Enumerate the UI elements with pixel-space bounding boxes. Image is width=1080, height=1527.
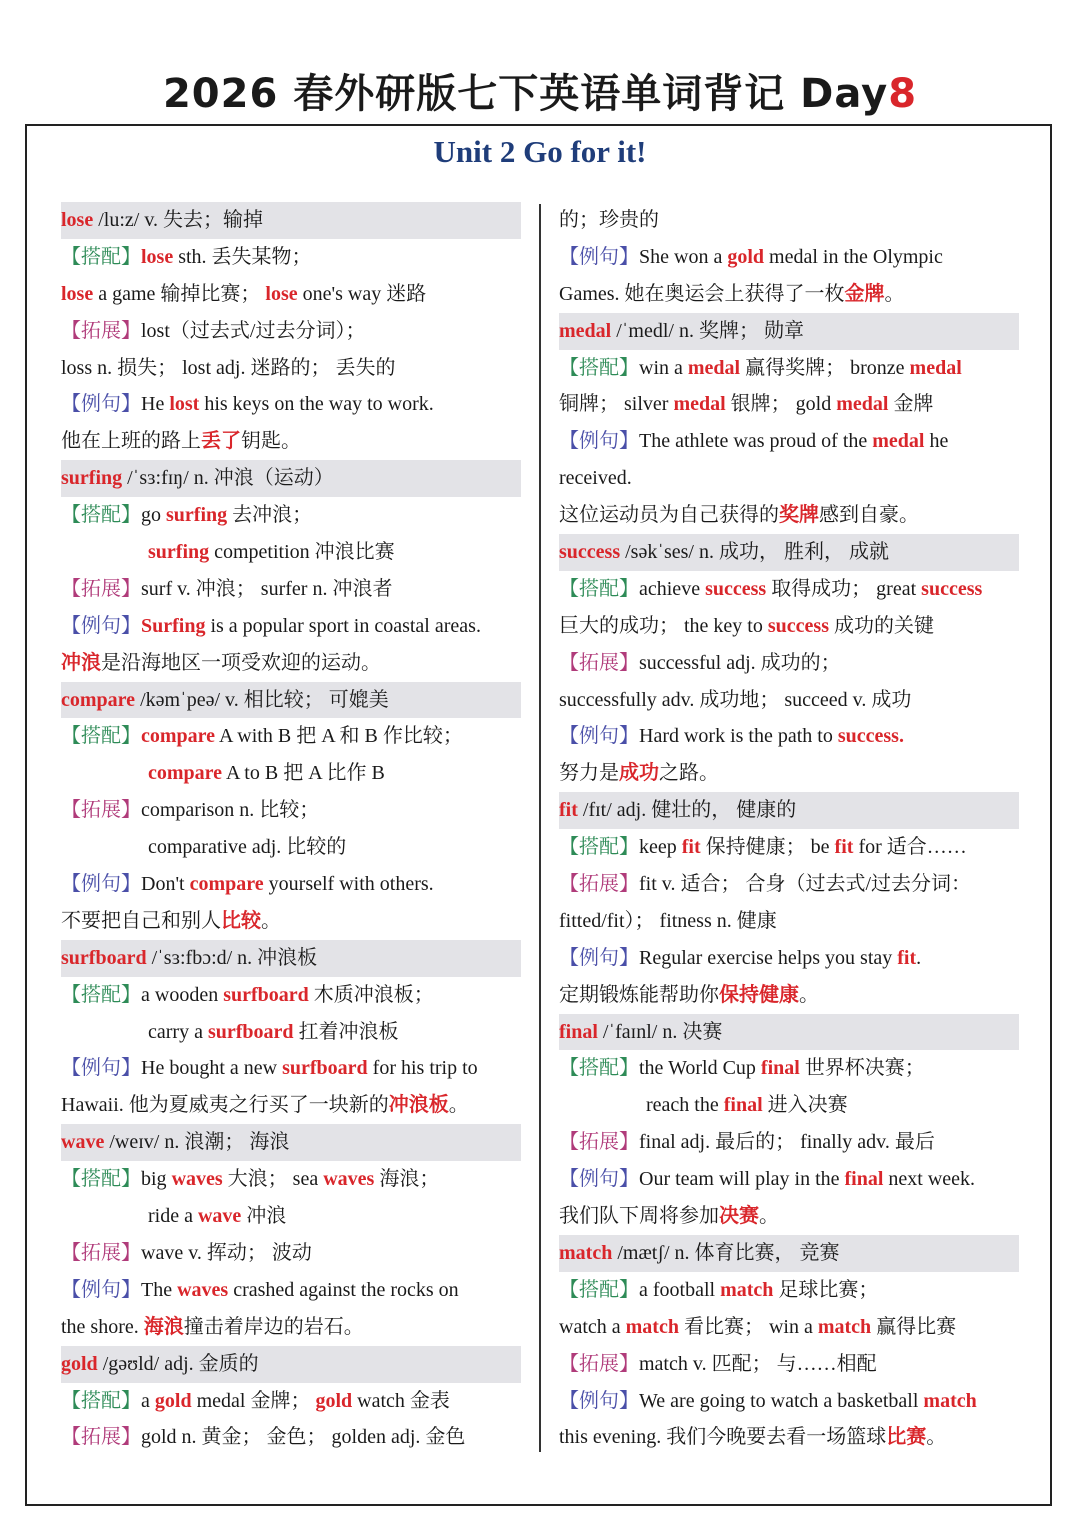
text-segment: . [916,946,922,969]
column-divider [539,204,541,1452]
section-tag: 【拓展】 [61,577,141,600]
keyword-highlight: surfboard [207,1020,294,1043]
text-segment: He [141,393,170,416]
entry-line [61,792,521,829]
keyword-highlight: lose [61,282,94,305]
entry-line [559,1198,1019,1235]
headword: gold [61,1352,98,1375]
keyword-highlight: waves [177,1278,229,1301]
entry-line [559,1383,1019,1420]
keyword-highlight: 决赛 [719,1205,759,1228]
section-tag: 【例句】 [61,1057,141,1080]
entry-line [61,1383,521,1420]
headword: compare [61,688,136,711]
keyword-highlight: 比较 [221,909,261,932]
text-segment: 。 [799,983,819,1006]
entry-line [559,940,1019,977]
entry-line [61,977,521,1014]
headword-line [559,1235,1019,1272]
keyword-highlight: success [921,577,983,600]
entry-line [61,1419,521,1456]
text-segment: 巨大的成功； the key to [559,614,768,637]
keyword-highlight: success [705,577,767,600]
text-segment: 努力是 [559,762,619,785]
entry-line [61,1272,521,1309]
keyword-highlight: medal [836,393,889,416]
section-tag: 【搭配】 [61,1389,141,1412]
headword-line [61,682,521,719]
headword: lose [61,209,94,231]
text-segment: watch a [559,1315,626,1338]
headword: wave [61,1131,105,1154]
text-segment: 海浪； [374,1168,440,1191]
headword: match [559,1241,613,1264]
entry-line [559,977,1019,1014]
entry-line [559,1161,1019,1198]
text-segment: 感到自豪。 [819,504,919,527]
keyword-highlight: 奖牌 [779,504,819,527]
unit-title: Unit 2 Go for it! [433,134,647,169]
text-segment: /weɪv/ n. 浪潮； 海浪 [104,1131,290,1154]
text-segment: 。 [926,1426,947,1449]
keyword-highlight: waves [171,1168,223,1191]
keyword-highlight: medal [909,356,962,379]
entry-line [61,903,521,940]
section-tag: 【例句】 [559,245,639,268]
entry-line [559,718,1019,755]
text-segment: carry a [148,1020,208,1043]
keyword-highlight: fit [897,946,917,969]
entry-line [559,903,1019,940]
entry-line [61,386,521,423]
text-segment: Hawaii. 他为夏威夷之行买了一块新的 [61,1094,389,1117]
text-segment: 保持健康； be [700,836,835,859]
keyword-highlight: surfboard [282,1057,368,1080]
text-segment: A to B 把 A 比作 B [222,762,385,785]
text-segment: big [141,1168,172,1191]
text-segment: the shore. [61,1315,144,1338]
section-tag: 【搭配】 [61,245,141,268]
text-segment: match v. 匹配； 与……相配 [639,1352,877,1375]
text-segment: next week. [883,1168,976,1191]
entry-line [559,645,1019,682]
entry-line [61,1014,521,1051]
entry-line [559,350,1019,387]
text-segment: 大浪； sea [222,1168,324,1191]
text-segment: medal in the Olympic [764,245,943,268]
text-segment: lost（过去式/过去分词）； [141,319,366,342]
entry-line [61,1235,521,1272]
entry-line [559,1087,1019,1124]
text-segment: 冲浪 [241,1205,287,1228]
section-tag: 【搭配】 [61,1168,141,1191]
keyword-highlight: 海浪 [143,1315,184,1338]
text-segment: 铜牌； silver [559,393,674,416]
keyword-highlight: surfing [148,541,210,564]
text-segment: ride a [148,1205,198,1228]
text-segment: 银牌； gold [725,393,837,416]
section-tag: 【搭配】 [559,836,639,859]
text-segment: successfully adv. 成功地； succeed v. 成功 [559,688,912,711]
text-segment: the World Cup [639,1057,761,1080]
entry-line [61,534,521,571]
entry-line [61,276,521,313]
text-segment: /lu:z/ v. 失去；输掉 [93,209,264,231]
text-segment: /gəʊld/ adj. 金质的 [97,1352,259,1375]
entry-line [61,1161,521,1198]
headword: success [559,541,621,564]
keyword-highlight: match [720,1278,774,1301]
section-tag: 【例句】 [61,1278,141,1301]
text-segment: yourself with others. [263,873,434,896]
section-tag: 【例句】 [559,1389,639,1412]
text-segment: his keys on the way to work. [199,393,434,416]
text-segment: fit v. 适合； 合身（过去式/过去分词： [639,873,972,896]
entry-line [559,866,1019,903]
keyword-highlight: success. [837,725,904,748]
keyword-highlight: compare [189,873,264,896]
text-segment: Hard work is the path to [639,725,838,748]
text-segment: 这位运动员为自己获得的 [559,504,779,527]
text-segment: /ˈfaɪnl/ n. 决赛 [597,1020,723,1043]
section-tag: 【例句】 [559,946,639,969]
section-tag: 【拓展】 [559,1131,639,1154]
section-tag: 【例句】 [61,393,141,416]
text-segment: comparative adj. 比较的 [148,836,347,859]
keyword-highlight: final [760,1057,800,1080]
entry-line [61,866,521,903]
entry-line [61,608,521,645]
section-tag: 【拓展】 [61,799,141,822]
headword: surfing [61,467,123,490]
text-segment: one's way 迷路 [297,282,427,305]
text-segment: wave v. 挥动； 波动 [141,1241,312,1264]
text-segment: Our team will play in the [639,1168,845,1191]
headword-line [61,1346,521,1383]
text-segment: fitted/fit）； fitness n. 健康 [559,909,777,932]
keyword-highlight: surfing [166,504,228,527]
keyword-highlight: match [625,1315,679,1338]
headword: surfboard [61,946,147,969]
text-segment: 进入决赛 [762,1094,848,1117]
text-segment: He bought a new [141,1057,283,1080]
text-segment: We are going to watch a basketball [639,1389,924,1412]
keyword-highlight: 冲浪板 [388,1094,449,1117]
text-segment: 。 [759,1205,779,1228]
keyword-highlight: 金牌 [844,282,885,305]
headword: fit [559,799,578,822]
section-tag: 【例句】 [559,430,639,453]
text-segment: 去冲浪； [227,504,313,527]
text-segment: 赢得比赛 [871,1315,957,1338]
keyword-highlight: success [767,614,829,637]
keyword-highlight: gold [727,245,765,268]
entry-line [559,276,1019,313]
text-segment: successful adj. 成功的； [639,651,841,674]
text-segment: comparison n. 比较； [141,799,320,822]
headword-line [559,534,1019,571]
entry-line [559,1050,1019,1087]
section-tag: 【搭配】 [559,1057,639,1080]
text-segment: 金牌 [888,393,934,416]
section-tag: 【例句】 [559,725,639,748]
text-segment: 足球比赛； [773,1278,879,1301]
section-tag: 【拓展】 [559,873,639,896]
text-segment: 之路。 [659,762,719,785]
text-segment: he [924,430,949,453]
keyword-highlight: lose [265,282,298,305]
entry-line [559,460,1019,497]
section-tag: 【搭配】 [61,983,141,1006]
text-segment: final adj. 最后的； finally adv. 最后 [639,1131,935,1154]
page-title-main: 2026 春外研版七下英语单词背记 Day [162,71,889,117]
entry-line [61,1198,521,1235]
left-column [61,202,521,1456]
text-segment: /fɪt/ adj. 健壮的， 健康的 [577,799,797,822]
text-segment: /səkˈses/ n. 成功， 胜利， 成就 [620,541,889,564]
text-segment: watch 金表 [352,1389,450,1412]
text-segment: 成功的关键 [828,614,934,637]
entry-line [559,682,1019,719]
headword-line [61,1124,521,1161]
text-segment: received. [559,467,632,490]
text-segment: this evening. 我们今晚要去看一场篮球 [559,1426,887,1449]
text-segment: for 适合…… [853,836,967,859]
keyword-highlight: 比赛 [886,1426,927,1449]
text-segment: She won a [639,245,728,268]
text-segment: The athlete was proud of the [639,430,873,453]
section-tag: 【拓展】 [559,651,639,674]
keyword-highlight: fit [834,836,854,859]
text-segment: /ˈmedl/ n. 奖牌； 勋章 [611,319,804,342]
text-segment: crashed against the rocks on [228,1278,459,1301]
text-segment: a wooden [141,983,224,1006]
entry-line [61,755,521,792]
keyword-highlight: final [723,1094,763,1117]
headword: medal [559,319,612,342]
entry-line [559,608,1019,645]
entry-line [61,423,521,460]
text-segment: go [141,504,166,527]
keyword-highlight: 冲浪 [61,651,101,674]
headword: final [559,1020,598,1043]
text-segment: 是沿海地区一项受欢迎的运动。 [101,651,381,674]
keyword-highlight: match [817,1315,872,1338]
text-segment: achieve [639,577,706,600]
entry-line [61,571,521,608]
entry-line [61,829,521,866]
entry-line [559,497,1019,534]
section-tag: 【拓展】 [559,1352,639,1375]
text-segment: /mætʃ/ n. 体育比赛， 竞赛 [612,1241,840,1264]
text-segment: a [141,1389,155,1412]
keyword-highlight: 保持健康 [719,983,799,1006]
keyword-highlight: surfboard [223,983,309,1006]
entry-line [559,1272,1019,1309]
text-segment: 扛着冲浪板 [293,1020,399,1043]
entry-line [559,239,1019,276]
text-segment: Don't [141,873,190,896]
keyword-highlight: medal [673,393,726,416]
keyword-highlight: gold [315,1389,353,1412]
keyword-highlight: Surfing [141,614,206,637]
section-tag: 【例句】 [559,1168,639,1191]
text-segment: /ˈsɜ:fbɔ:d/ n. 冲浪板 [146,946,318,969]
keyword-highlight: lose [141,245,174,268]
entry-line [559,202,1019,239]
text-segment: is a popular sport in coastal areas. [205,614,481,637]
page-title [0,66,1080,122]
headword-line [559,792,1019,829]
entry-line [559,423,1019,460]
text-segment: gold n. 黄金； 金色； golden adj. 金色 [141,1426,466,1449]
section-tag: 【搭配】 [559,356,639,379]
section-tag: 【搭配】 [61,504,141,527]
entry-line [559,1309,1019,1346]
section-tag: 【例句】 [61,614,141,637]
section-tag: 【搭配】 [61,725,141,748]
entry-line [559,1346,1019,1383]
keyword-highlight: waves [323,1168,375,1191]
entry-line [559,755,1019,792]
text-segment: 木质冲浪板； [308,983,434,1006]
text-segment: reach the [646,1094,724,1117]
text-segment: 撞击着岸边的岩石。 [183,1315,364,1338]
text-segment: 钥匙。 [241,430,301,453]
headword-line [559,1014,1019,1051]
text-segment: 。 [884,282,905,305]
page-title-day-number: 8 [888,71,918,117]
text-segment: 的；珍贵的 [559,209,659,231]
text-segment: 我们队下周将参加 [559,1205,719,1228]
text-segment: a game 输掉比赛； [93,282,266,305]
keyword-highlight: compare [141,725,216,748]
entry-line [61,718,521,755]
text-segment: 他在上班的路上 [61,430,201,453]
entry-line [61,1050,521,1087]
entry-line [61,1309,521,1346]
text-segment: 。 [448,1094,469,1117]
text-segment: /ˈsɜ:fɪŋ/ n. 冲浪（运动） [122,467,334,490]
keyword-highlight: medal [687,356,741,379]
headword-line [559,313,1019,350]
text-segment: medal 金牌； [191,1389,316,1412]
text-segment: /kəmˈpeə/ v. 相比较； 可媲美 [135,688,389,711]
text-segment: 。 [261,909,281,932]
text-segment: 定期锻炼能帮助你 [559,983,719,1006]
text-segment: 赢得奖牌； bronze [740,356,910,379]
text-segment: The [141,1278,178,1301]
text-segment: 取得成功； great [766,577,922,600]
headword-line [61,202,521,239]
keyword-highlight: lost [169,393,200,416]
text-segment: A with B 把 A 和 B 作比较； [215,725,463,748]
entry-line [61,497,521,534]
keyword-highlight: match [923,1389,977,1412]
section-tag: 【拓展】 [61,1426,141,1449]
text-segment: sth. 丢失某物； [173,245,312,268]
text-segment: surf v. 冲浪； surfer n. 冲浪者 [141,577,393,600]
entry-line [559,386,1019,423]
text-segment: Regular exercise helps you stay [639,946,898,969]
text-segment: Games. 她在奥运会上获得了一枚 [559,282,845,305]
entry-line [559,829,1019,866]
entry-line [559,1124,1019,1161]
keyword-highlight: compare [148,762,223,785]
text-segment: 世界杯决赛； [799,1057,925,1080]
keyword-highlight: fit [681,836,701,859]
text-segment: loss n. 损失； lost adj. 迷路的； 丢失的 [61,356,396,379]
entry-line [61,645,521,682]
right-column [559,202,1019,1456]
keyword-highlight: wave [197,1205,242,1228]
text-segment: for his trip to [367,1057,478,1080]
text-segment: 不要把自己和别人 [61,909,221,932]
keyword-highlight: 丢了 [201,430,241,453]
headword-line [61,940,521,977]
entry-line [559,571,1019,608]
entry-line [61,1087,521,1124]
entry-line [61,350,521,387]
headword-line [61,460,521,497]
text-segment: win a [639,356,688,379]
entry-line [61,313,521,350]
keyword-highlight: medal [872,430,925,453]
section-tag: 【例句】 [61,873,141,896]
section-tag: 【拓展】 [61,1241,141,1264]
text-segment: a football [639,1278,721,1301]
entry-line [559,1419,1019,1456]
keyword-highlight: final [844,1168,884,1191]
keyword-highlight: 成功 [619,762,659,785]
text-segment: keep [639,836,682,859]
section-tag: 【搭配】 [559,1278,639,1301]
text-segment: competition 冲浪比赛 [209,541,395,564]
section-tag: 【拓展】 [61,319,141,342]
keyword-highlight: gold [154,1389,192,1412]
entry-line [61,239,521,276]
text-segment: 看比赛； win a [678,1315,818,1338]
section-tag: 【搭配】 [559,577,639,600]
